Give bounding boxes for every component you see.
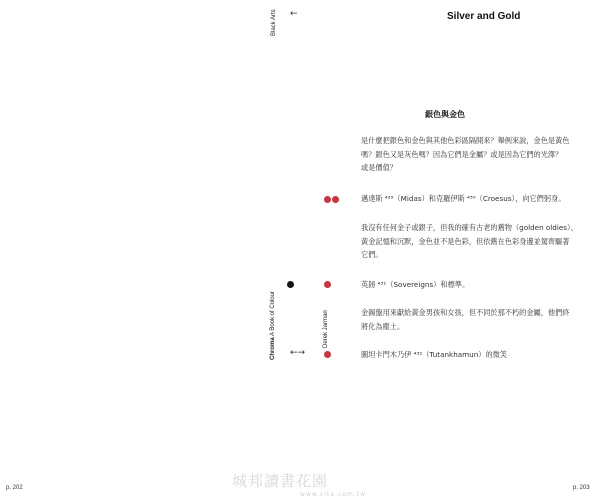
paragraph-1	[361, 134, 589, 175]
spine-top-label: Black Arts	[271, 9, 277, 36]
paragraph-4-line-1: 英鎊 ⁴³¹（Sovereigns）和標準。	[361, 280, 470, 289]
red-dot-marker	[324, 351, 331, 358]
spine-book-subtitle: A Book of Colour	[270, 290, 276, 336]
paragraph-5-line-2: 將化為塵土。	[361, 321, 405, 331]
paragraph-2-line-1: 邁達斯 ⁴²⁹（Midas）和克羅伊斯 ⁴³⁰（Croesus），向它們躬身。	[361, 194, 566, 203]
chapter-title: Silver and Gold	[447, 11, 521, 22]
red-dot-marker	[324, 281, 331, 288]
paragraph-1-line-3: 或是價值？	[361, 163, 397, 172]
back-arrow-icon[interactable]: ←	[290, 9, 298, 19]
paragraph-6	[361, 348, 589, 362]
red-dot-marker	[324, 196, 331, 203]
paragraph-5	[361, 306, 589, 333]
watermark-url: www.cite.com.tw	[300, 491, 366, 498]
paragraph-3-line-1: 我沒有任何金子或銀子，但我的確有古老的舊物（golden oldies）、	[361, 223, 578, 232]
paragraph-5-line-1: 金錫盤用來獻給黃金男孩和女孩，但不同於那不朽的金屬，他們終	[361, 308, 570, 317]
paragraph-1-line-2: 嗎？銀色又是灰色嗎？因為它們是金屬？或是因為它們的光澤？	[361, 149, 563, 159]
paragraph-4	[361, 278, 589, 292]
paragraph-2	[361, 192, 589, 206]
spine-book-title: Chroma	[270, 337, 276, 360]
watermark-logo: 城邦讀書花園	[232, 472, 329, 490]
left-right-arrow-icon[interactable]: ←→	[290, 348, 306, 358]
right-page-number: p. 203	[573, 485, 590, 491]
paragraph-3-line-3: 它們。	[361, 250, 383, 259]
paragraph-1-line-1: 是什麼把銀色和金色與其他色彩區隔開來？舉例來說，金色是黃色	[361, 136, 570, 145]
black-dot-marker	[287, 281, 294, 288]
paragraph-6-line-1: 圖坦卡門木乃伊 ⁴³²（Tutankhamun）的微笑	[361, 350, 508, 359]
section-heading: 銀色與金色	[425, 110, 465, 119]
left-page-number: p. 202	[6, 485, 23, 491]
paragraph-3-line-2: 黃金記憶和沉默，金色並不是色彩，但依舊在色彩身邊並駕齊驅著	[361, 236, 570, 246]
spine-author: Derek Jarman	[323, 310, 329, 348]
paragraph-3	[361, 221, 589, 262]
red-dot-marker	[332, 196, 339, 203]
